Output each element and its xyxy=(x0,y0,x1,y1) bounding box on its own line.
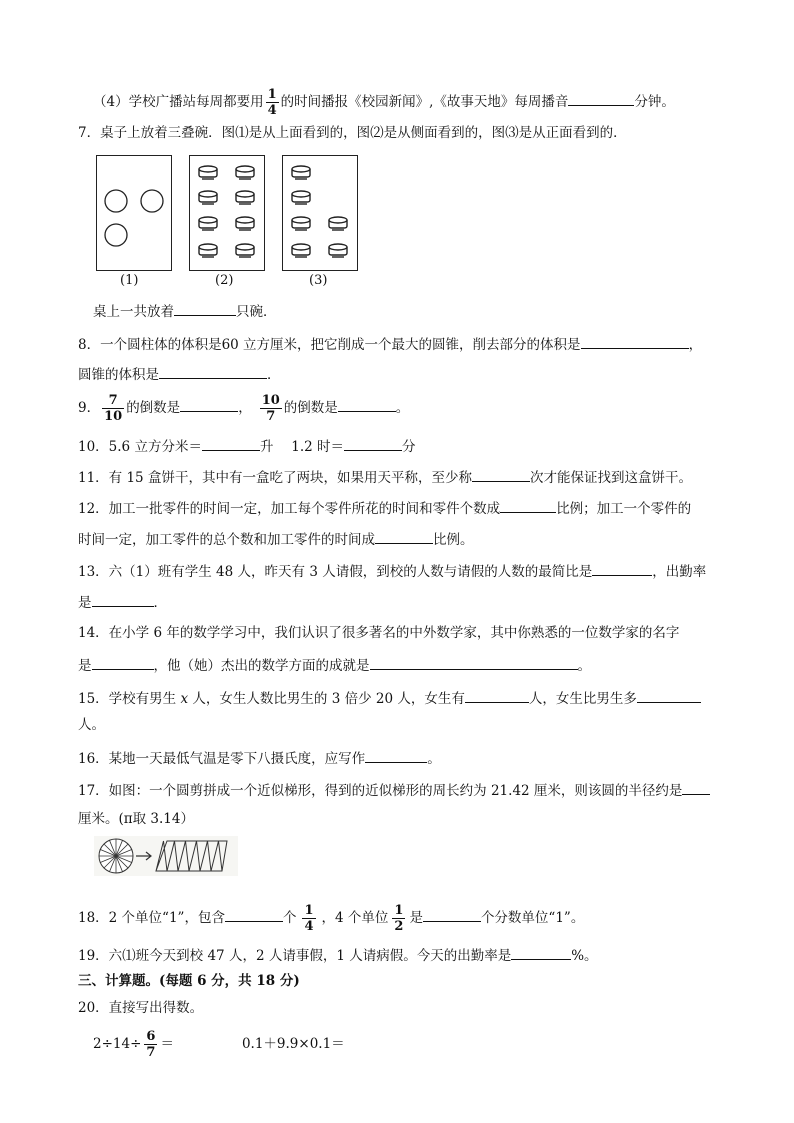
q6-4-text-2: 的时间播报《校园新闻》,《故事天地》每周播音 xyxy=(280,94,569,110)
q9-text-2: 的倒数是 xyxy=(283,400,338,416)
q9-sep: ， xyxy=(238,400,252,416)
bowl-icon xyxy=(199,217,217,230)
q15-text: 15．学校有男生 xyxy=(78,691,177,707)
q8-text: 8．一个圆柱体的体积是60 立方厘米，把它削成一个最大的圆锥，削去部分的体积是 xyxy=(78,337,581,353)
q10-unit: 分 xyxy=(402,439,416,455)
q12-text-2: 比例；加工一个零件的 xyxy=(556,501,692,517)
q9-text: 的倒数是 xyxy=(126,400,181,416)
q14-text-3: 。 xyxy=(577,658,591,674)
q12-text: 12．加工一批零件的时间一定，加工每个零件所花的时间和零件个数成 xyxy=(78,501,501,517)
q20-expressions xyxy=(93,1028,345,1060)
q8-punct: ， xyxy=(688,337,703,353)
q7-answer-tail: 只碗． xyxy=(236,304,277,320)
q13-text-4: ． xyxy=(153,595,167,611)
q11 xyxy=(78,467,692,487)
q9-end: 。 xyxy=(395,400,410,416)
answer-blank[interactable] xyxy=(344,436,402,451)
answer-blank[interactable] xyxy=(92,655,154,670)
answer-blank[interactable] xyxy=(500,498,556,513)
fraction: $\frac{6}{7}$ xyxy=(146,1029,156,1060)
expression-1: 2÷14÷ xyxy=(93,1036,142,1052)
q12-line-1 xyxy=(78,498,691,518)
q12-text-3: 时间一定，加工零件的总个数和加工零件的时间成 xyxy=(78,532,375,548)
answer-blank[interactable] xyxy=(159,364,267,379)
q9 xyxy=(78,392,409,424)
fraction: $\frac{7}{10}$ xyxy=(104,393,123,424)
figure-top-view xyxy=(96,155,172,271)
trapezoid-icon xyxy=(156,841,227,871)
q20-title: 20．直接写出得数。 xyxy=(78,1000,204,1016)
q6-4-tail: 分钟。 xyxy=(634,94,675,110)
q15-text-3: 人，女生比男生多 xyxy=(528,691,637,707)
q12-line-2 xyxy=(78,529,474,549)
arrow-right-icon xyxy=(136,852,151,860)
bowl-icon xyxy=(292,244,310,257)
q15-line-1 xyxy=(78,688,701,708)
q7-answer-text: 桌上一共放着 xyxy=(93,304,174,320)
fraction: $\frac{10}{7}$ xyxy=(261,393,280,424)
answer-blank[interactable] xyxy=(202,436,260,451)
figure-side-view xyxy=(189,155,265,271)
q13-text: 13．六（1）班有学生 48 人，昨天有 3 人请假，到校的人数与请假的人数的最简比是 xyxy=(78,564,593,580)
q7-answer xyxy=(93,301,277,321)
bowl-icon xyxy=(236,244,254,257)
answer-blank[interactable] xyxy=(225,907,283,922)
q14-text-2: ，他（她）杰出的数学方面的成就是 xyxy=(153,658,370,674)
answer-blank[interactable] xyxy=(423,907,481,922)
section-title: 三、计算题。(每题 6 分，共 18 分) xyxy=(78,973,300,989)
q9-number: 9． xyxy=(78,400,101,416)
bowl-icon xyxy=(329,217,347,230)
q17-text: 17．如图：一个圆剪拼成一个近似梯形，得到的近似梯形的周长约为 21.42 厘米，则该圆的半径约是 xyxy=(78,783,683,799)
answer-blank[interactable] xyxy=(637,688,701,703)
answer-blank[interactable] xyxy=(465,688,529,703)
bowl-icon xyxy=(329,244,347,257)
answer-blank[interactable] xyxy=(370,655,578,670)
q15-text-2: 人，女生人数比男生的 3 倍少 20 人，女生有 xyxy=(192,691,465,707)
q10 xyxy=(78,436,416,456)
answer-blank[interactable] xyxy=(472,467,530,482)
q14-line-2 xyxy=(78,655,591,675)
answer-blank[interactable] xyxy=(581,334,689,349)
q14-line-1: 14．在小学 6 年的数学学习中，我们认识了很多著名的中外数学家，其中你熟悉的一位数学家的名字 xyxy=(78,625,680,641)
q13-text-2: ，出勤率 xyxy=(652,564,707,580)
answer-blank[interactable] xyxy=(568,91,634,106)
answer-blank[interactable] xyxy=(365,748,427,763)
q10-text-2: 升 1.2 时＝ xyxy=(259,439,345,455)
bowl-icon xyxy=(292,217,310,230)
q16 xyxy=(78,748,441,768)
q8-line-1 xyxy=(78,334,702,354)
bowl-icon xyxy=(199,244,217,257)
answer-blank[interactable] xyxy=(511,945,571,960)
circle-to-trapezoid-figure xyxy=(94,836,238,876)
q15-line-2: 人。 xyxy=(78,717,105,733)
q18 xyxy=(78,902,584,934)
bowl-icon xyxy=(236,191,254,204)
bowl-icon xyxy=(292,191,310,204)
q13-line-1 xyxy=(78,561,706,581)
figure-caption-2: (2) xyxy=(215,273,234,288)
bowl-icon xyxy=(236,166,254,179)
fraction: $\frac{1}{4}$ xyxy=(304,903,314,934)
bowl-icon xyxy=(236,217,254,230)
q18-text: 18．2 个单位“1”，包含 xyxy=(78,910,225,926)
bowl-icon xyxy=(199,166,217,179)
answer-blank[interactable] xyxy=(180,397,238,412)
q18-text-3: ，4 个单位 xyxy=(321,910,389,926)
q6-4 xyxy=(93,87,675,118)
answer-blank[interactable] xyxy=(174,301,236,316)
fraction: $\frac{1}{4}$ xyxy=(267,87,277,118)
q19-text-2: %。 xyxy=(571,948,598,964)
q14-text: 是 xyxy=(78,658,92,674)
q16-text: 16．某地一天最低气温是零下八摄氏度，应写作 xyxy=(78,751,366,767)
q8-line-2 xyxy=(78,364,281,384)
bowl-icon xyxy=(199,191,217,204)
answer-blank[interactable] xyxy=(338,397,396,412)
q18-text-2: 个 xyxy=(282,910,297,926)
answer-blank[interactable] xyxy=(375,529,433,544)
figure-caption-3: (3) xyxy=(309,273,328,288)
q16-text-2: 。 xyxy=(427,751,441,767)
q6-4-text: （4）学校广播站每周都要用 xyxy=(93,94,264,110)
figure-caption-1: (1) xyxy=(120,273,139,288)
q17-line-1 xyxy=(78,780,710,800)
q17-line-2: 厘米。(π取 3.14） xyxy=(78,811,194,827)
q19 xyxy=(78,945,598,965)
variable-x: x xyxy=(180,691,189,707)
q12-text-4: 比例。 xyxy=(433,532,474,548)
q7-text: 7．桌子上放着三叠碗．图⑴是从上面看到的，图⑵是从侧面看到的，图⑶是从正面看到的． xyxy=(78,125,627,141)
answer-blank[interactable] xyxy=(682,780,710,795)
q11-text: 11．有 15 盒饼干，其中有一盒吃了两块，如果用天平称，至少称 xyxy=(78,470,472,486)
q8-punct-2: ． xyxy=(267,367,281,383)
expression-1-eq: ＝ xyxy=(160,1036,174,1052)
q11-text-2: 次才能保证找到这盒饼干。 xyxy=(529,470,692,486)
bowl-icon xyxy=(292,166,310,179)
q18-text-5: 个分数单位“1”。 xyxy=(480,910,585,926)
expression-2: 0.1＋9.9×0.1＝ xyxy=(241,1036,345,1052)
q18-text-4: 是 xyxy=(409,910,423,926)
figure-front-view xyxy=(282,155,358,271)
q13-text-3: 是 xyxy=(78,595,92,611)
answer-blank[interactable] xyxy=(92,592,154,607)
q8-text-2: 圆锥的体积是 xyxy=(78,367,159,383)
q13-line-2 xyxy=(78,592,167,612)
q19-text: 19．六⑴班今天到校 47 人，2 人请事假，1 人请病假。今天的出勤率是 xyxy=(78,948,512,964)
fraction: $\frac{1}{2}$ xyxy=(394,903,404,934)
answer-blank[interactable] xyxy=(592,561,652,576)
q10-text: 10．5.6 立方分米＝ xyxy=(78,439,202,455)
